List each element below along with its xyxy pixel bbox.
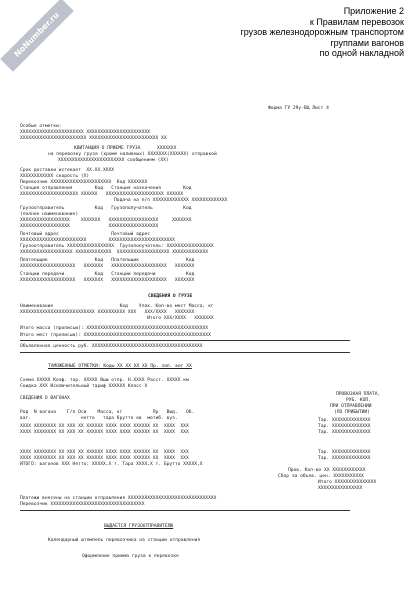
header-line-5: по одной накладной [319, 48, 404, 58]
delivery-line-1: Срок доставки истекает XX.XX.XXXX [20, 168, 115, 173]
transfer-values: XXXXXXXXXXXXXXXXXXXX XXXXXXX XXXXXXXXXXXXXXXXXXXX XXXXXXX [20, 278, 195, 283]
wagons-section-title: СВЕДЕНИЯ О ВАГОНАХ [20, 396, 70, 401]
marks-line-1: XXXXXXXXXXXXXXXXXXXXXXX XXXXXXXXXXXXXXXXXXXXXXX [20, 130, 150, 135]
table-row: XXXX XXXXXXXX XX XXX XX XXXXXX XXXX XXXX XXXXXX XX XXXX XXX [20, 430, 189, 435]
freight-charge-unit: РУБ. КОП. [346, 398, 371, 403]
header-line-1: Приложение 2 [343, 6, 404, 16]
acceptance-label: Оформление приема груза к перевозке [82, 554, 179, 559]
shipper-values-2: XXXXXXXXXXXXXXXXXX XXXXXXXXXXXXXXXXXX [20, 224, 159, 229]
shipper-subheader: (полное наименование) [20, 212, 79, 217]
table-row: XXXX XXXXXXXX XX XXX XX XXXXXX XXXX XXXX XXXXXX XX XXXX XXX [20, 456, 189, 461]
tariff-line: Тар. XXXXXXXXXXXXXX [318, 418, 371, 423]
marks-title: Особые отметки: [20, 124, 62, 129]
issued-to-shipper: ВЫДАЕТСЯ ГРУЗООТПРАВИТЕЛЮ [104, 524, 174, 529]
divider [20, 510, 350, 511]
declared-value: Объявленная ценность руб. XXXXXXXXXXXXXXXXXXXXXXXXXXXXXXXXXXXXXXXX [20, 344, 203, 349]
tariff-line: Тар. XXXXXXXXXXXXXX [318, 450, 371, 455]
table-row: XXXX XXXXXXXX XX XXX XX XXXXXX XXXX XXXX XXXXXX XX XXXX XXX [20, 450, 189, 455]
delivery-line-3: Перевозчик XXXXXXXXXXXXXXXXXXXXXX Код XXXXXXX [20, 180, 148, 185]
payer-values: XXXXXXXXXXXXXXXXXXXX XXXXXXX XXXXXXXXXXXXXXXXXXXX XXXXXXX [20, 264, 195, 269]
fee-total: Итого XXXXXXXXXXXXXXX [318, 480, 377, 485]
freight-charge-title: ПРОВОЗНАЯ ПЛАТА, [336, 392, 381, 397]
shipper-values-1: XXXXXXXXXXXXXXXXXX XXXXXXX XXXXXXXXXXXXXXXXXX XXXXXXX [20, 218, 192, 223]
fee-line: Сбор за объяв. цен. XXXXXXXXXXX [278, 474, 364, 479]
total-mass-words: Итого масса (прописью): XXXXXXXXXXXXXXXXXXXXXXXXXXXXXXXXXXXXXXXXXXXX [20, 326, 209, 331]
divider [20, 352, 350, 353]
marks-line-2: XXXXXXXXXXXXXXXXXXXXXXXX XXXXXXXXXXXXXXXXXXXXXXXXX XX [20, 136, 167, 141]
receipt-line-3: XXXXXXXXXXXXXXXXXXXXXXXX сообщением (XX) [58, 158, 169, 163]
header-line-4: группами вагонов [330, 37, 404, 48]
receipt-title: КВИТАНЦИЯ О ПРИЕМЕ ГРУЗА XXXXXXX [74, 146, 177, 151]
cargo-table-header: Наименование Код Упак. Кол-во мест Масса, кг [20, 304, 214, 309]
tariff-line: Тар. XXXXXXXXXXXXXX [318, 424, 371, 429]
stations-header: Станция отправления Код Станция назначения Код [20, 186, 192, 191]
calendar-stamp-label: Календарный штемпель перевозчика на станции отправления [48, 538, 201, 543]
payer-header: Плательщик Код Плательщик Код [20, 258, 195, 263]
wagons-total: ИТОГО: вагонов XXX Нетто: XXXXX,X т. Тара XXXX,X т. Брутто XXXXX,X [20, 462, 203, 467]
tariff-line: Тар. XXXXXXXXXXXXXX [318, 456, 371, 461]
total-places-words: Итого мест (прописью): XXXXXXXXXXXXXXXXXXXXXXXXXXXXXXXXXXXXXXXXXXXXXX [20, 333, 211, 338]
tariff-scheme-1: Схема XXXXX Коэф. тар. XXXXX Выш отпр. Н.XXXX Расст. XXXXX км [20, 378, 189, 383]
payments-made: Платежи внесены на станции отправления XXXXXXXXXXXXXXXXXXXXXXXXXXXXXXXX [20, 496, 217, 501]
wagons-header-1: Род N вагона Г/п Оси Масса, кг Пр Вид. Об. [20, 410, 195, 415]
header-line-2: к Правилам перевозок [309, 16, 404, 27]
carrier-line: Перевозчик XXXXXXXXXXXXXXXXXXXXXXXXXXXXXXXXXX [20, 502, 145, 507]
cargo-table-row: XXXXXXXXXXXXXXXXXXXXXXXXXXX XXXXXXXXXX XXX XXX/XXXX XXXXXXX [20, 310, 195, 315]
address-header: Почтовый адрес Почтовый адрес [20, 232, 150, 237]
delivery-line-2: XXXXXXXXXXXX скорость (X) [20, 174, 90, 179]
appendix-header [194, 6, 404, 59]
transfer-header: Станции передачи Код Станции передачи Код [20, 272, 195, 277]
freight-charge-arrival: (ПО ПРИБЫТИИ) [334, 410, 370, 415]
cargo-table-total: Итого XXX/XXXX XXXXXXX [20, 316, 214, 321]
freight-charge-departure: ПРИ ОТПРАВЛЕНИИ [330, 404, 372, 409]
address-shipper-2: XXXXXXXXXXXXXXXXXXX XXXXXXXXXXXXX XXXXXXXXXXXXXXXXXXX XXXXXXXXXXXXX [20, 250, 209, 255]
cargo-section-title: СВЕДЕНИЯ О ГРУЗЕ [148, 294, 193, 299]
table-row: XXXX XXXXXXXX XX XXX XX XXXXXX XXXX XXXX XXXXXX XX XXXX XXX [20, 424, 189, 429]
receipt-line-2: на перевозку груза (кроме наливных) XXXXXXX(XXXXXX) отправкой [48, 152, 217, 157]
shipper-header: Грузоотправитель Код Грузополучатель Код [20, 206, 192, 211]
header-line-3: грузов железнодорожным транспортом [240, 27, 404, 37]
address-shipper: Грузоотправитель XXXXXXXXXXXXXXXXX Грузополучатель: XXXXXXXXXXXXXXXXX [20, 244, 214, 249]
address-values: XXXXXXXXXXXXXXXXXXXXXXXX XXXXXXXXXXXXXXXXXXXXXXXX [20, 238, 175, 243]
divider [20, 340, 350, 341]
tariff-scheme-2: Скидка XXX Исключительный тариф XXXXXX Класс X [20, 384, 148, 389]
stations-note: Подача на п/п XXXXXXXXXXXXX XXXXXXXXXXXXX [20, 198, 228, 203]
customs-marks: ТАМОЖЕННЫЕ ОТМЕТКИ: Коды XX XX XX XX Пр. зап. вег XX [48, 364, 192, 369]
tariff-line: Тар. XXXXXXXXXXXXXX [318, 430, 371, 435]
wagons-header-2: ваг. нетто тара брутто ов мотиб. вуз. [20, 416, 178, 421]
fee-total-words: XXXXXXXXXXXXXXXX [318, 486, 363, 491]
stations-values: XXXXXXXXXXXXXXXXXXXXX XXXXXX XXXXXXXXXXXXXXXXXXXXX XXXXXX [20, 192, 184, 197]
form-id: Форма ГУ 29у-ВЦ Лист 4 [268, 106, 329, 111]
fee-line: Пров. Кол-во XX XXXXXXXXXXXX [288, 468, 366, 473]
watermark: NoNumber.ru [0, 0, 74, 72]
